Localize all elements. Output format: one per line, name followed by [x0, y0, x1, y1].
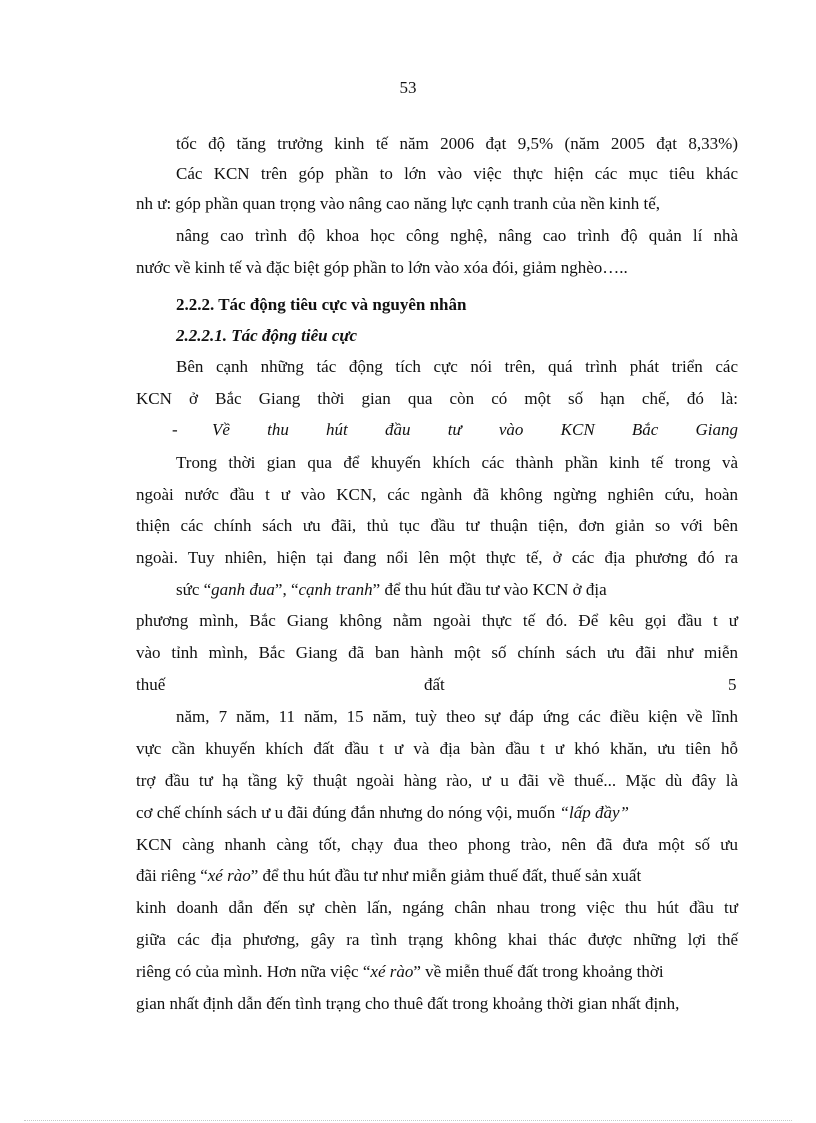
text-line — [136, 835, 738, 855]
text-line — [176, 453, 738, 473]
quoted-term: “lấp đầy” — [559, 803, 629, 822]
text-line — [136, 485, 738, 505]
page-bottom-rule — [24, 1120, 792, 1121]
text-run: đãi riêng “ — [136, 866, 208, 885]
quoted-term: cạnh tranh — [298, 580, 373, 599]
text-run: 5 — [728, 675, 737, 694]
text-line — [136, 643, 738, 663]
text-line — [136, 258, 740, 278]
heading-text: 2.2.2.1. Tác động tiêu cực — [176, 326, 358, 345]
text-line — [136, 866, 740, 886]
text-run: Các KCN trên góp phần to lớn vào việc thực hiện các mục tiêu khác — [176, 164, 738, 183]
text-run: cơ chế chính sách ư u đãi đúng đắn nhưng do nóng vội, muốn — [136, 803, 560, 822]
dash-mark: - — [172, 420, 178, 439]
text-run: nh ư: góp phần quan trọng vào nâng cao năng lực cạnh tranh của nền kinh tế, — [136, 194, 661, 213]
text-word — [424, 675, 445, 695]
subsection-heading — [176, 326, 357, 346]
heading-text: 2.2.2. Tác động tiêu cực và nguyên nhân — [176, 295, 467, 314]
text-run: ” để thu hút đầu tư vào KCN ở địa — [372, 580, 607, 599]
text-run: ngoài. Tuy nhiên, hiện tại đang nổi lên một thực tế, ở các địa phương đó ra — [136, 548, 738, 567]
text-line — [176, 707, 738, 727]
text-run: ” để thu hút đầu tư như miễn giảm thuế đất, thuế sản xuất — [250, 866, 642, 885]
text-line — [136, 994, 740, 1014]
section-heading — [176, 295, 466, 315]
text-run: Về thu hút đầu tư vào KCN Bắc Giang — [212, 420, 738, 439]
text-run: ” về miễn thuế đất trong khoảng thời — [413, 962, 664, 981]
text-run: KCN ở Bắc Giang thời gian qua còn có một số hạn chế, đó là: — [136, 389, 738, 408]
text-run: trợ đầu tư hạ tầng kỹ thuật ngoài hàng rào, ư u đãi về thuế... Mặc dù đây là — [136, 771, 738, 790]
text-line — [136, 771, 738, 791]
page-number: 53 — [399, 78, 417, 97]
text-run: tốc độ tăng trưởng kinh tế năm 2006 đạt 9,5% (năm 2005 đạt 8,33%) — [176, 134, 738, 153]
text-run: phương mình, Bắc Giang không nằm ngoài thực tế đó. Để kêu gọi đầu t ư — [136, 611, 738, 630]
text-run: giữa các địa phương, gây ra tình trạng không khai thác được những lợi thế — [136, 930, 738, 949]
text-run: gian nhất định dẫn đến tình trạng cho thuê đất trong khoảng thời gian nhất định, — [136, 994, 680, 1013]
text-word — [136, 675, 165, 695]
text-line — [176, 580, 738, 600]
text-run: thiện các chính sách ưu đãi, thủ tục đầu tư thuận tiện, đơn giản so với bên — [136, 516, 738, 535]
text-line — [136, 898, 738, 918]
text-line — [176, 164, 738, 184]
text-run: ”, “ — [274, 580, 299, 599]
text-run: nâng cao trình độ khoa học công nghệ, nâng cao trình độ quản lí nhà — [176, 226, 738, 245]
text-line — [176, 134, 738, 154]
text-run: riêng có của mình. Hơn nữa việc “ — [136, 962, 371, 981]
text-line — [136, 516, 738, 536]
text-run: năm, 7 năm, 11 năm, 15 năm, tuỳ theo sự đáp ứng các điều kiện về lĩnh — [176, 707, 738, 726]
text-line — [136, 803, 740, 823]
text-run: đất — [424, 675, 445, 694]
text-run: Bên cạnh những tác động tích cực nói trên, quá trình phát triển các — [176, 357, 738, 376]
text-line — [176, 357, 738, 377]
text-line — [136, 194, 740, 214]
list-item-title — [212, 420, 738, 440]
text-line — [176, 226, 738, 246]
text-run: KCN càng nhanh càng tốt, chạy đua theo phong trào, nên đã đưa một số ưu — [136, 835, 738, 854]
text-line — [136, 739, 738, 759]
text-run: vào tỉnh mình, Bắc Giang đã ban hành một số chính sách ưu đãi như miễn — [136, 643, 738, 662]
quoted-term: xé rào — [207, 866, 251, 885]
text-run: vực cần khuyến khích đất đầu t ư và địa bàn đầu t ư khó khăn, ưu tiên hỗ — [136, 739, 738, 758]
text-line — [136, 962, 740, 982]
text-run: thuế — [136, 675, 166, 694]
text-line — [136, 548, 738, 568]
text-run: nước về kinh tế và đặc biệt góp phần to lớn vào xóa đói, giảm nghèo….. — [136, 258, 628, 277]
text-run: kinh doanh dẫn đến sự chèn lấn, ngáng chân nhau trong việc thu hút đầu tư — [136, 898, 738, 917]
text-line — [136, 389, 738, 409]
text-run: Trong thời gian qua để khuyến khích các thành phần kinh tế trong và — [176, 453, 738, 472]
text-word — [728, 675, 737, 695]
text-line — [136, 611, 738, 631]
text-run: ngoài nước đầu t ư vào KCN, các ngành đã không ngừng nghiên cứu, hoàn — [136, 485, 738, 504]
text-run: sức “ — [176, 580, 212, 599]
quoted-term: ganh đua — [211, 580, 275, 599]
list-dash — [172, 420, 178, 440]
text-line — [136, 930, 738, 950]
quoted-term: xé rào — [370, 962, 414, 981]
